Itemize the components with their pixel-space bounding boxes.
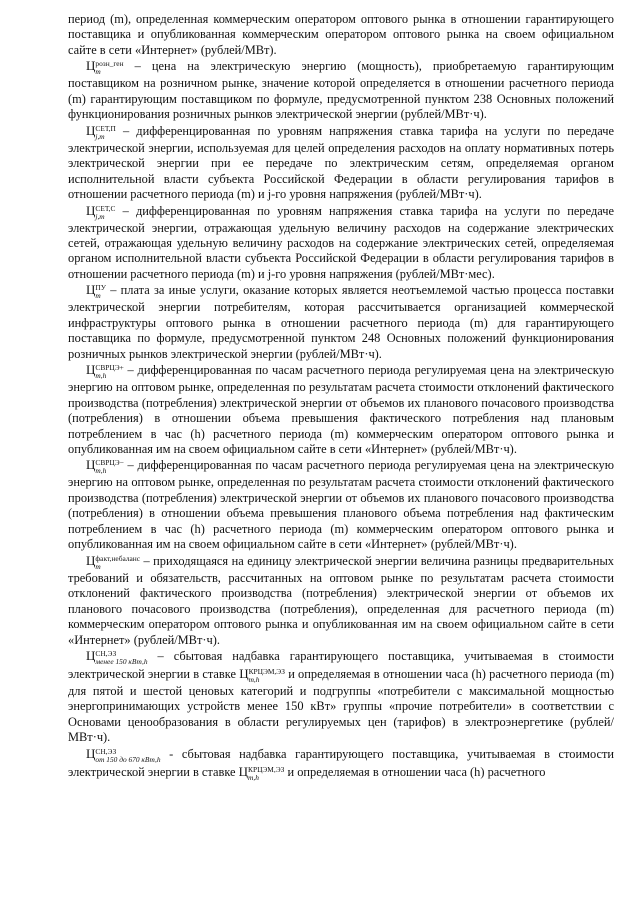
symbol-base: Ц <box>86 745 96 761</box>
definition-text: – дифференцированная по уровням напряжения ставка тарифа на услуги по передаче электрической энергии, используемая для целей определения расходов на оплату нормативных потерь электрической энергии при ее передаче по электрическим сетям, определяемая органом исполнительной власти субъекта Российской Федерации в области регулирования тарифов в отношении расчетного периода (m) и j-го уровня напряжения (рублей/МВт·ч). <box>68 123 614 202</box>
definition-entry <box>68 746 614 782</box>
symbol-superscript: факт,небаланс <box>95 553 141 563</box>
symbol-subscript: m <box>95 561 101 571</box>
symbol-base: Ц <box>86 58 96 74</box>
definition-entry <box>68 282 614 362</box>
term-symbol <box>86 58 124 77</box>
symbol-subscript: менее 150 кВт,h <box>95 656 148 666</box>
symbol-superscript: СВРЦЭ+ <box>95 363 124 373</box>
symbol-base: Ц <box>86 202 96 218</box>
definition-text: – плата за иные услуги, оказание которых является неотъемлемой частью процесса поставки электрической энергии потребителям, которая рассчитывается организацией коммерческой инфраструктуры оптового рынка в отношении расчетного периода (m) для гарантирующего поставщика по формуле, предусмотренной пунктом 248 Основных положений функционирования розничных рынков электрической энергии (рублей/МВт·ч). <box>68 283 614 361</box>
symbol-subscript: от 150 до 670 кВт,h <box>95 754 161 764</box>
definition-list <box>68 58 614 781</box>
definition-entry <box>68 362 614 457</box>
definition-text: и определяемая в отношении часа (h) расчетного <box>284 764 546 779</box>
definition-text: – дифференцированная по часам расчетного периода регулируемая цена на электрическую энергию на оптовом рынке, определенная по результатам расчета стоимости отклонений фактического производства (потребления) электрической энергии от объемов их планового почасового производства (потребления) в отношении объема превышения фактического потребления над плановым потреблением в час (h) расчетного периода (m) коммерческим оператором оптового рынка и опубликованная им на своем официальном сайте в сети «Интернет» (рублей/МВт·ч). <box>68 363 614 456</box>
symbol-subscript: j,m <box>95 131 105 141</box>
symbol-subscript: m,h <box>95 371 107 381</box>
symbol-superscript: КРЦЭМ,ЭЗ <box>248 764 285 774</box>
definition-text: – сбытовая надбавка гарантирующего поставщика, учитываемая в стоимости электрической энергии в ставке <box>68 648 614 681</box>
term-symbol <box>86 122 116 141</box>
symbol-base: Ц <box>86 362 96 378</box>
definition-entry <box>68 203 614 283</box>
symbol-base: Ц <box>86 647 96 663</box>
symbol-superscript: СЕТ,П <box>95 123 116 133</box>
symbol-subscript: m <box>95 67 101 77</box>
symbol-superscript: СЕТ,С <box>95 203 116 213</box>
rate-symbol <box>238 763 285 782</box>
definition-text: - сбытовая надбавка гарантирующего поставщика, учитываемая в стоимости электрической энергии в ставке <box>68 746 614 779</box>
symbol-superscript: КРЦЭМ,ЭЗ <box>248 666 285 676</box>
symbol-base: Ц <box>238 763 249 779</box>
definition-entry <box>68 648 614 746</box>
term-symbol <box>86 647 148 666</box>
symbol-base: Ц <box>86 457 96 473</box>
symbol-subscript: m,h <box>248 772 259 782</box>
term-symbol <box>86 202 116 221</box>
symbol-superscript: розн_ген <box>95 59 124 69</box>
definition-text: – цена на электрическую энергию (мощность), приобретаемую гарантирующим поставщиком на розничном рынке, значение которой определяется в отношении расчетного периода (m) гарантирующим поставщиком по формуле, предусмотренной пунктом 238 Основных положений функционирования розничных рынков электрической энергии (рублей/МВт·ч). <box>68 59 614 122</box>
symbol-superscript: ПУ <box>95 283 106 293</box>
term-symbol <box>86 282 106 301</box>
symbol-subscript: m,h <box>248 674 260 684</box>
symbol-superscript: СН,ЭЗ <box>95 746 117 756</box>
intro-paragraph: период (m), определенная коммерческим оператором оптового рынка в отношении гарантирующего поставщика и опубликованная коммерческим оператором оптового рынка на своем официальном сайте в сети «Интернет» (рублей/МВт). <box>68 12 614 57</box>
definition-text: – дифференцированная по уровням напряжения ставка тарифа на услуги по передаче электрической энергии, отражающая удельную величину расходов на содержание электрических сетей, отражающая удельную величину расходов на содержание электрических сетей, определяемая органом исполнительной власти субъекта Российской Федерации в области регулирования тарифов в отношении расчетного периода (m) и j-го уровня напряжения (рублей/МВт·мес). <box>68 203 614 281</box>
symbol-subscript: m,h <box>95 466 107 476</box>
definition-entry <box>68 553 614 648</box>
symbol-base: Ц <box>86 122 96 138</box>
term-symbol <box>86 745 161 764</box>
symbol-subscript: m <box>95 291 101 301</box>
rate-symbol <box>239 665 285 684</box>
symbol-superscript: СН,ЭЗ <box>95 648 117 658</box>
definition-text: – приходящаяся на единицу электрической энергии величина разницы предварительных требований и обязательств, рассчитанных на оптовом рынке по результатам расчета стоимости отклонений фактического производства (потребления) электрической энергии от объемов их планового почасового производства (потребления), определенная для расчетного периода (m) коммерческим оператором оптового рынка и опубликованная им на своем официальном сайте в сети «Интернет» (рублей/МВт·ч). <box>68 553 614 647</box>
term-symbol <box>86 457 124 476</box>
symbol-base: Ц <box>86 282 96 298</box>
definition-text: – дифференцированная по часам расчетного периода регулируемая цена на электрическую энергию на оптовом рынке, определенная по результатам расчета стоимости отклонений фактического производства (потребления) электрической энергии от объемов их планового почасового производства (потребления) в отношении объема превышения планового объема потребления над фактическим потреблением в час (h) расчетного периода (m) коммерческим оператором оптового рынка и опубликованная им на своем официальном сайте в сети «Интернет» (рублей/МВт·ч). <box>68 458 614 552</box>
definition-text: и определяемая в отношении часа (h) расчетного периода (m) для пятой и шестой ценовых категорий и подгруппы «потребители с максимальной мощностью энергопринимающих устройств менее 150 кВт» группы «прочие потребители» в соответствии с Основами ценообразования в области регулируемых цен (тарифов) в электроэнергетике (рублей/МВт·ч). <box>68 666 614 745</box>
definition-entry <box>68 123 614 203</box>
term-symbol <box>86 552 141 571</box>
term-symbol <box>86 362 124 381</box>
definition-entry <box>68 457 614 552</box>
symbol-subscript: j,m <box>95 211 105 221</box>
symbol-superscript: СВРЦЭ− <box>95 458 124 468</box>
symbol-base: Ц <box>86 552 96 568</box>
symbol-base: Ц <box>239 665 249 681</box>
definition-entry <box>68 58 614 122</box>
